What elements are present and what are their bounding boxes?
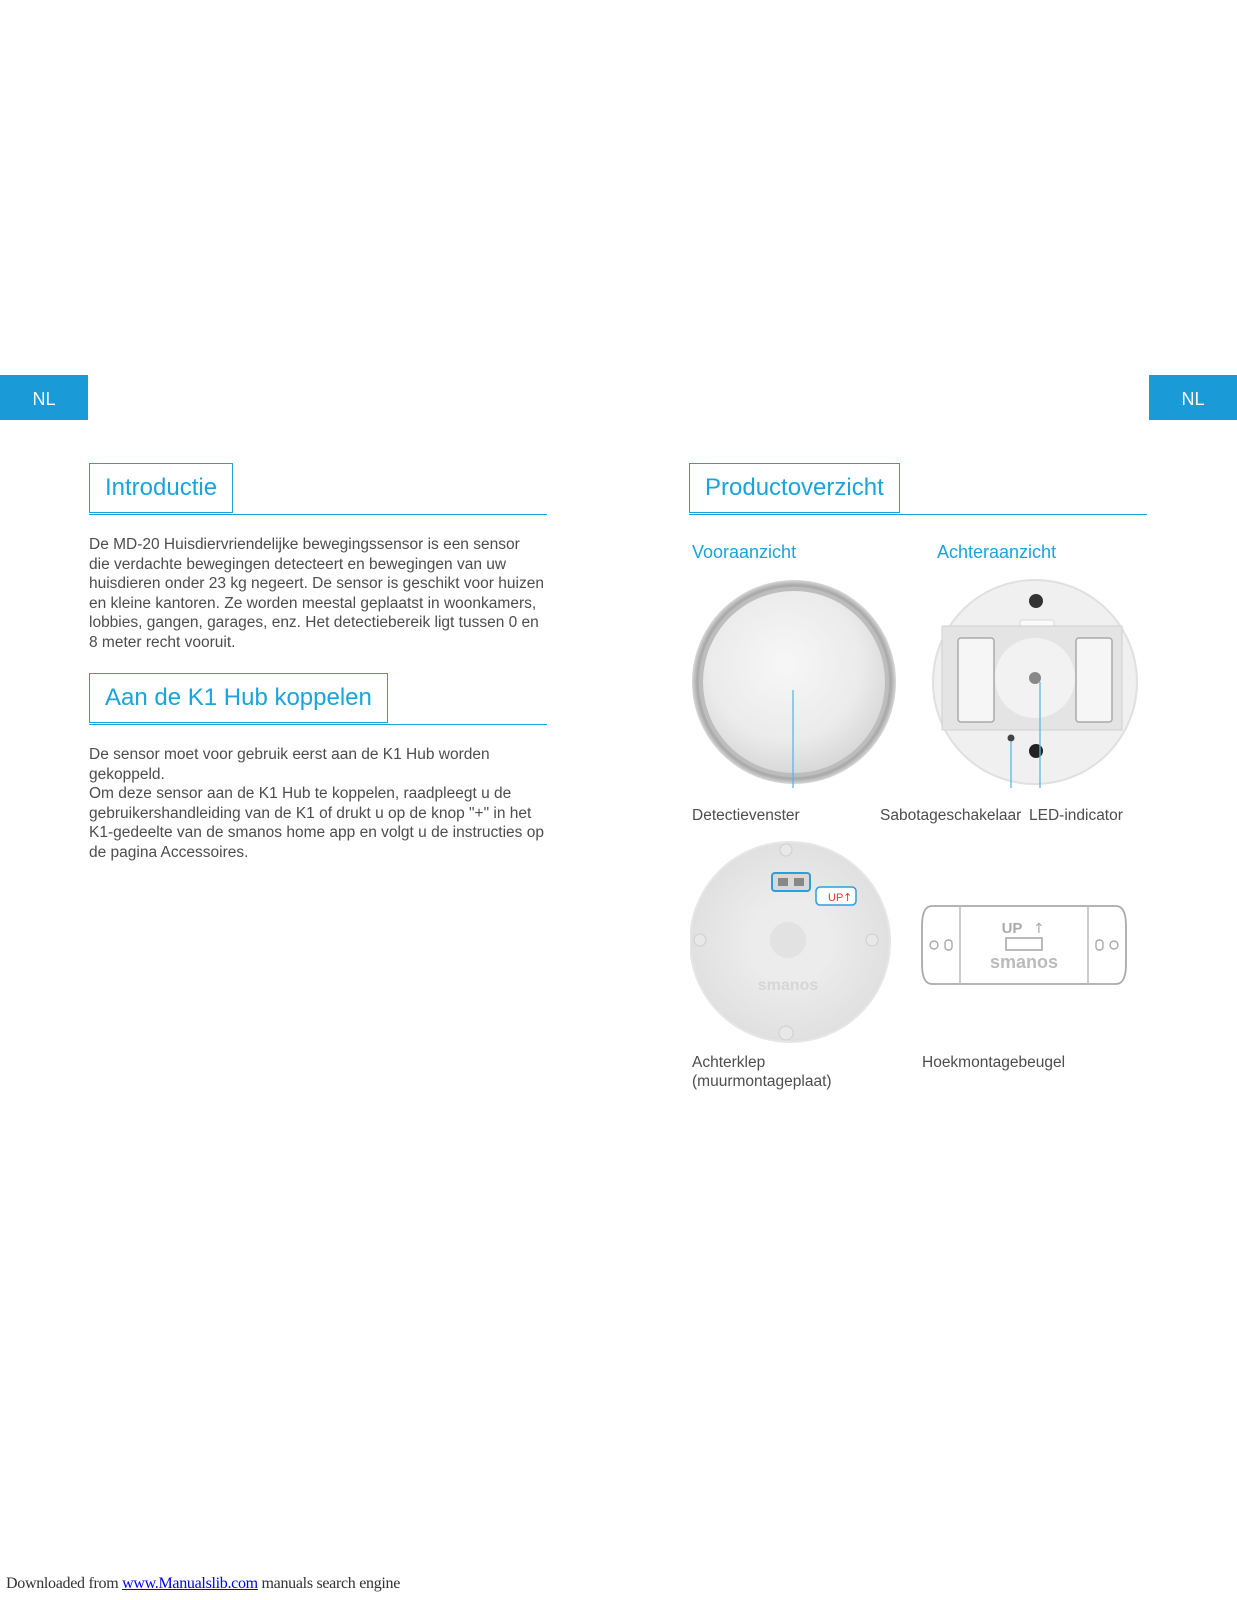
up-arrow-gray-icon: ↑ bbox=[1033, 921, 1045, 937]
footer-suffix: manuals search engine bbox=[257, 1575, 401, 1592]
overview-heading: Productoverzicht bbox=[689, 463, 900, 513]
brand-logo-bracket: smanos bbox=[989, 952, 1059, 972]
language-tab-right bbox=[1149, 375, 1237, 420]
up-mark-gray: UP bbox=[1001, 920, 1023, 937]
back-view-label: Achteraanzicht bbox=[937, 542, 1057, 562]
language-tab-label: NL bbox=[32, 389, 56, 409]
intro-heading: Introductie bbox=[89, 463, 233, 513]
up-arrow-red-icon: ↑ bbox=[843, 891, 853, 904]
overview-rule bbox=[689, 514, 1147, 516]
pairing-text-2: Om deze sensor aan de K1 Hub te koppelen, raadpleegt u de gebruikershandleiding van de K1 of drukt u op de knop "+" in het K1-gedeelte van de smanos home app en volgt u de instructies op de pagina Accessoires. bbox=[89, 785, 544, 861]
overview-section-header bbox=[689, 463, 1147, 515]
led-indicator-label: LED-indicator bbox=[1029, 807, 1123, 824]
pairing-rule bbox=[89, 724, 547, 726]
back-cover-label bbox=[692, 1053, 832, 1091]
footer-prefix: Downloaded from bbox=[6, 1575, 123, 1592]
front-view-label: Vooraanzicht bbox=[692, 542, 797, 562]
up-mark-red: UP bbox=[828, 892, 844, 904]
detection-window-label: Detectievenster bbox=[692, 807, 800, 824]
language-tab-left bbox=[0, 375, 88, 420]
pairing-heading: Aan de K1 Hub koppelen bbox=[89, 673, 388, 723]
intro-rule bbox=[89, 514, 547, 516]
brand-embossed-cover: smanos bbox=[757, 977, 819, 994]
pairing-section-header bbox=[89, 673, 547, 725]
corner-bracket-image bbox=[920, 900, 1128, 990]
download-footer bbox=[6, 1575, 400, 1593]
pairing-text-1: De sensor moet voor gebruik eerst aan de K1 Hub worden gekoppeld. bbox=[89, 746, 490, 783]
front-view-image bbox=[690, 578, 900, 790]
language-tab-label: NL bbox=[1181, 389, 1205, 409]
intro-text: De MD-20 Huisdiervriendelijke bewegingssensor is een sensor die verdachte bewegingen detecteert en bewegingen van uw huisdieren onder 23 kg negeert. De sensor is geschikt voor huizen en kleine kantoren. Ze worden meestal geplaatst in woonkamers, lobbies, gangen, garages, enz. Het detectiebereik ligt tussen 0 en 8 meter recht vooruit. bbox=[89, 536, 544, 651]
tamper-switch-label: Sabotageschakelaar bbox=[880, 807, 1022, 824]
intro-section-header bbox=[89, 463, 547, 515]
manualslib-link[interactable]: www.Manualslib.com bbox=[122, 1575, 258, 1592]
corner-bracket-label: Hoekmontagebeugel bbox=[922, 1054, 1066, 1071]
back-cover-label-line1: Achterklep bbox=[692, 1054, 766, 1071]
back-view-image bbox=[930, 578, 1140, 790]
back-cover-label-line2: (muurmontageplaat) bbox=[692, 1073, 832, 1090]
back-cover-image bbox=[690, 840, 900, 1050]
